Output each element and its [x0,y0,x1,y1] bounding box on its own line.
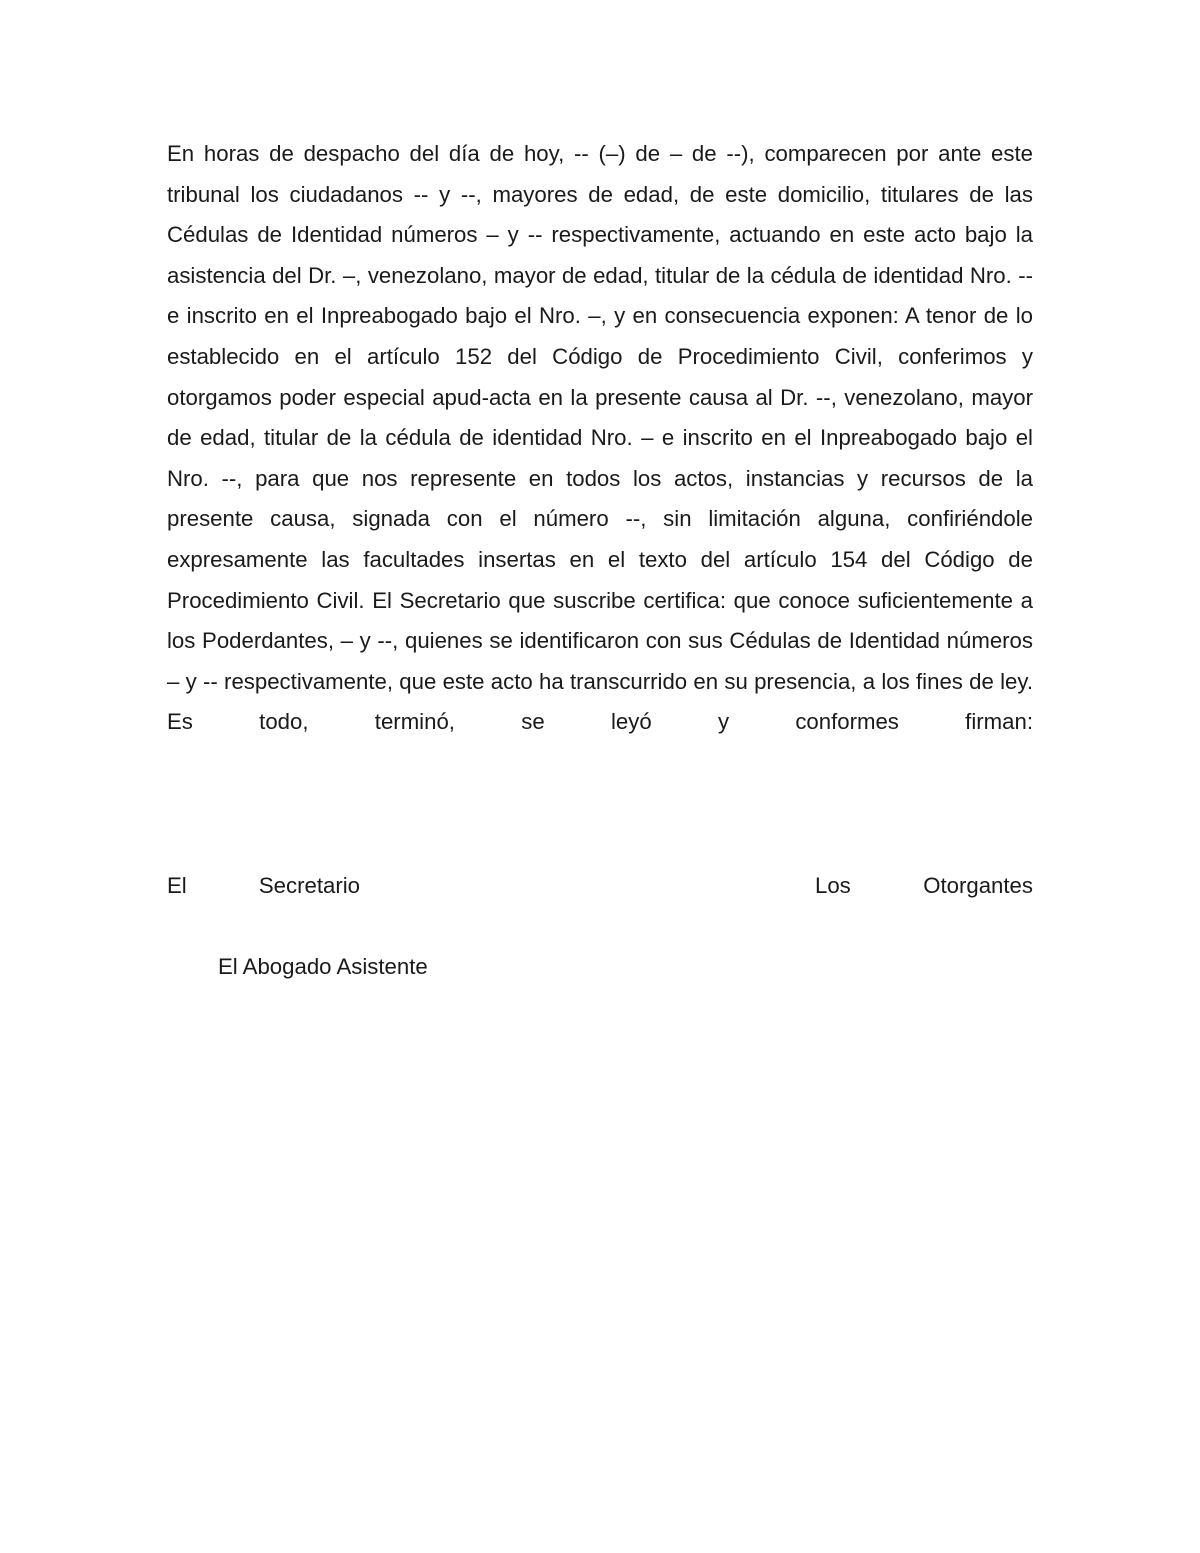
power-of-attorney-paragraph: En horas de despacho del día de hoy, -- (–) de – de --), comparecen por ante este tribunal los ciudadanos -- y --, mayores de edad, de este domicilio, titulares de las Cédulas de Identidad números – y -- respectivamente, actuando en este acto bajo la asistencia del Dr. –, venezolano, mayor de edad, titular de la cédula de identidad Nro. -- e inscrito en el Inpreabogado bajo el Nro. –, y en consecuencia exponen: A tenor de lo establecido en el artículo 152 del Código de Procedimiento Civil, conferimos y otorgamos poder especial apud-acta en la presente causa al Dr. --, venezolano, mayor de edad, titular de la cédula de identidad Nro. – e inscrito en el Inpreabogado bajo el Nro. --, para que nos represente en todos los actos, instancias y recursos de la presente causa, signada con el número --, sin limitación alguna, confiriéndole expresamente las facultades insertas en el texto del artículo 154 del Código de Procedimiento Civil. El Secretario que suscribe certifica: que conoce suficientemente a los Poderdantes, – y --, quienes se identificaron con sus Cédulas de Identidad números – y -- respectivamente, que este acto ha transcurrido en su presencia, a los fines de ley. Es todo, terminó, se leyó y conformes firman: [167,141,1033,735]
grantors-signature-label: Los Otorgantes [815,873,1033,898]
signature-row [167,866,1033,906]
secretary-signature-label: El Secretario [167,873,360,898]
attorney-signature-label: El Abogado Asistente [218,954,428,979]
